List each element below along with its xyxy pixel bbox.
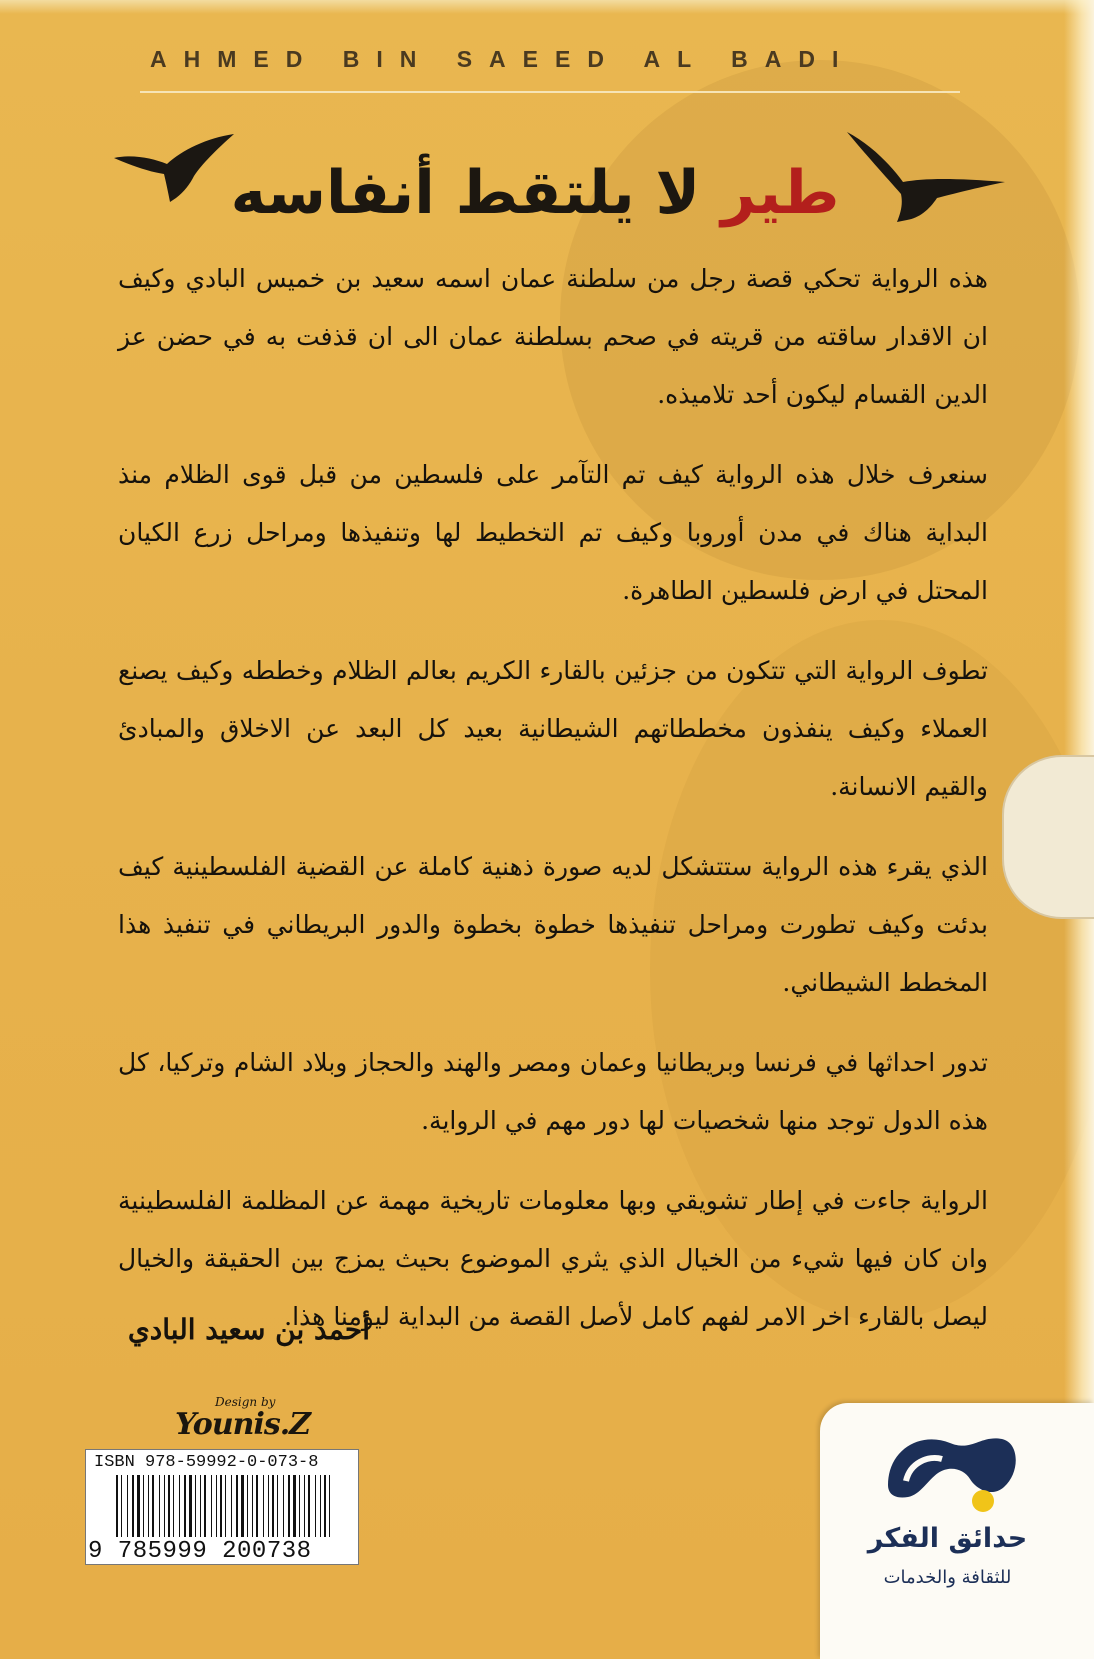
publisher-logo-icon	[880, 1425, 1020, 1520]
barcode-bar	[320, 1475, 321, 1537]
book-title	[230, 148, 840, 238]
barcode-bar	[324, 1475, 326, 1537]
barcode-bar	[241, 1475, 244, 1537]
barcode-bar	[152, 1475, 154, 1537]
designer-credit	[175, 1395, 311, 1455]
synopsis-paragraph: هذه الرواية تحكي قصة رجل من سلطنة عمان اسمه سعيد بن خميس البادي وكيف ان الاقدار ساقته من قريته في صحم بسلطنة عمان الى ان قذفت به في حضن عز الدين القسام ليكون أحد تلاميذه.	[118, 264, 988, 409]
publisher-name: حدائق الفكر	[867, 1523, 1028, 1554]
barcode-bar	[329, 1475, 330, 1537]
synopsis-paragraph: تدور احداثها في فرنسا وبريطانيا وعمان ومصر والهند والحجاز وبلاد الشام وتركيا، كل هذه الدول توجد منها شخصيات لها دور مهم في الرواية.	[118, 1048, 988, 1135]
synopsis-paragraph: تطوف الرواية التي تتكون من جزئين بالقارء الكريم بعالم الظلام وخططه وكيف يصنع العملاء وكيف ينفذون مخططاتهم الشيطانية بعيد كل البعد عن الاخلاق والمبادئ والقيم الانسانة.	[118, 656, 988, 801]
author-signature: أحمد بن سعيد البادي	[127, 1313, 370, 1346]
barcode-bar	[252, 1475, 253, 1537]
barcode-bar	[231, 1475, 232, 1537]
barcode-bar	[304, 1475, 305, 1537]
designer-label: Design by	[215, 1395, 276, 1409]
barcode-bar	[179, 1475, 180, 1537]
barcode-bar	[256, 1475, 258, 1537]
publisher-subtitle: للثقافة والخدمات	[883, 1567, 1012, 1588]
synopsis-paragraph: الرواية جاءت في إطار تشويقي وبها معلومات تاريخية مهمة عن المظلمة الفلسطينية وان كان فيها شيء من الخيال الذي يثري الموضوع بحيث يمزج بين الحقيقة والخيال ليصل بالقارء اخر الامر لفهم كامل لأصل القصة من البداية ليومنا هذا.	[118, 1186, 988, 1331]
barcode-bar	[315, 1475, 316, 1537]
barcode-bar	[116, 1475, 118, 1537]
barcode-bar	[247, 1475, 248, 1537]
title-rest: لا يلتقط أنفاسه	[230, 158, 701, 228]
barcode-bar	[211, 1475, 212, 1537]
barcode-bar	[173, 1475, 174, 1537]
barcode-bar	[277, 1475, 278, 1537]
barcode-bar	[159, 1475, 160, 1537]
designer-name: Younis.Z	[175, 1407, 311, 1442]
barcode-bar	[200, 1475, 201, 1537]
synopsis-paragraph: الذي يقرء هذه الرواية ستتشكل لديه صورة ذهنية كاملة عن القضية الفلسطينية كيف بدئت وكيف تطورت ومراحل تنفيذها خطوة بخطوة والدور البريطاني في تنفيذ هذا المخطط الشيطاني.	[118, 852, 988, 997]
isbn-barcode	[85, 1449, 359, 1565]
barcode-bar	[168, 1475, 170, 1537]
barcode-bar	[283, 1475, 284, 1537]
barcode-bar	[148, 1475, 149, 1537]
barcode-bar	[143, 1475, 144, 1537]
barcode-bar	[195, 1475, 196, 1537]
barcode-bar	[132, 1475, 134, 1537]
barcode-bar	[127, 1475, 128, 1537]
top-edge	[0, 0, 1094, 14]
synopsis-paragraph: سنعرف خلال هذه الرواية كيف تم التآمر على فلسطين من قبل قوى الظلام منذ البداية هناك في مدن أوروبا وكيف تم التخطيط لها وتنفيذها ومراحل زرع الكيان المحتل في ارض فلسطين الطاهرة.	[118, 460, 988, 605]
barcode-digits: 9 785999 200738	[88, 1538, 312, 1565]
synopsis	[118, 250, 988, 1368]
author-divider	[140, 91, 960, 93]
barcode-bar	[288, 1475, 290, 1537]
barcode-bar	[204, 1475, 206, 1537]
barcode-bar	[293, 1475, 296, 1537]
barcode-bar	[121, 1475, 122, 1537]
barcode-bar	[308, 1475, 310, 1537]
barcode-bar	[216, 1475, 217, 1537]
publisher-badge	[820, 1403, 1094, 1659]
barcode-bar	[164, 1475, 165, 1537]
barcode-bar	[184, 1475, 186, 1537]
barcode-bar	[236, 1475, 238, 1537]
barcode-bar	[137, 1475, 140, 1537]
barcode-bar	[272, 1475, 274, 1537]
barcode-bar	[220, 1475, 222, 1537]
slipcase-tab	[1002, 755, 1094, 919]
bird-right-icon	[845, 130, 1010, 230]
barcode-bar	[225, 1475, 226, 1537]
barcode-bar	[299, 1475, 300, 1537]
barcode-bar	[263, 1475, 264, 1537]
author-name-latin: AHMED BIN SAEED AL BADI	[150, 46, 856, 72]
barcode	[116, 1475, 336, 1537]
barcode-bar	[189, 1475, 192, 1537]
title-red-word: طير	[721, 158, 840, 228]
isbn-label: ISBN 978-59992-0-073-8	[94, 1453, 319, 1472]
bird-left-icon	[112, 132, 237, 207]
barcode-bar	[268, 1475, 269, 1537]
